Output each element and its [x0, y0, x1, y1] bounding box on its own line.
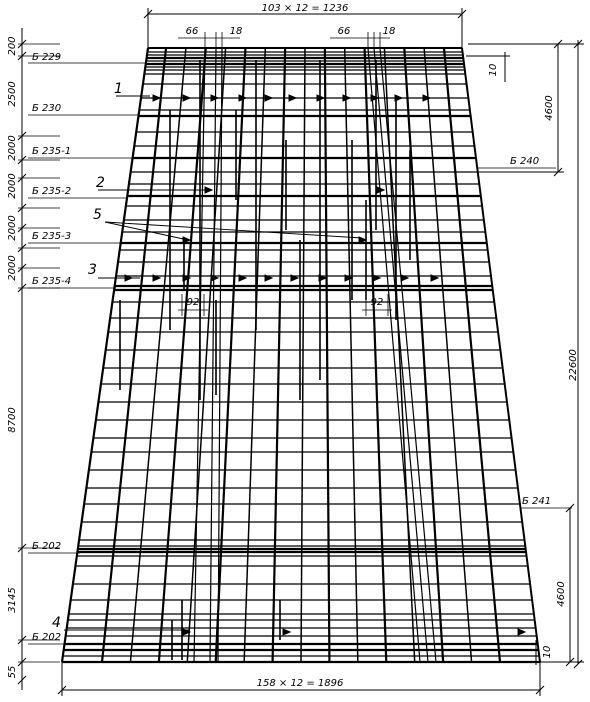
bar-arrowhead: [518, 629, 525, 635]
spacing-66-right: 66: [337, 26, 351, 37]
beam-label-b235-4: Б 235-4: [32, 276, 72, 287]
spacing-18-right: 18: [382, 26, 396, 37]
mesh-bar-longitudinal: [130, 48, 185, 662]
mesh-bar-longitudinal: [301, 48, 305, 662]
short-bars: [120, 60, 410, 660]
mesh-bar-longitudinal: [159, 48, 206, 662]
bar-arrowhead: [183, 95, 190, 101]
beam-label-b202-upper: Б 202: [32, 541, 62, 552]
bar-arrowhead: [395, 95, 402, 101]
beam-label-b235-1: Б 235-1: [32, 146, 72, 157]
beam-label-b230: Б 230: [32, 103, 62, 114]
left-dim-2000-b: 2000: [7, 173, 18, 199]
mesh-bar-longitudinal: [273, 48, 286, 662]
bar-arrowhead: [371, 95, 378, 101]
right-edge: [462, 48, 540, 662]
bar-arrowhead: [265, 95, 272, 101]
left-dimension-labels: [7, 36, 18, 678]
left-dim-3145: 3145: [7, 587, 18, 613]
total-height-22600: 22600: [568, 349, 579, 381]
bar-arrowhead: [289, 95, 296, 101]
callout-3: 3: [88, 262, 97, 278]
callout-1: 1: [114, 81, 123, 97]
top-cover-10: 10: [488, 63, 499, 77]
beam-label-b240: Б 240: [510, 156, 540, 167]
bar-arrowhead: [211, 95, 218, 101]
beam-label-b241: Б 241: [522, 496, 552, 507]
mesh-bar-longitudinal: [444, 48, 500, 662]
beam-label-b235-3: Б 235-3: [32, 231, 72, 242]
mesh-bar-longitudinal: [210, 48, 216, 662]
bottom-width-label: 158 × 12 = 1896: [256, 678, 344, 689]
right-dim-4600-lower: 4600: [556, 581, 567, 607]
left-dim-2500: 2500: [7, 81, 18, 107]
callout-4: 4: [52, 615, 61, 631]
left-dim-2000-a: 2000: [7, 135, 18, 161]
mesh-bar-longitudinal: [424, 48, 471, 662]
callout-2: 2: [96, 175, 105, 191]
beam-label-b235-2: Б 235-2: [32, 186, 72, 197]
spacing-18-left: 18: [229, 26, 243, 37]
left-dim-8700: 8700: [7, 407, 18, 433]
gap-92-right: 92: [370, 297, 384, 308]
left-dim-55: 55: [7, 665, 18, 679]
longitudinal-bars: [102, 48, 500, 662]
bar-arrowhead: [153, 95, 160, 101]
bottom-cover-10: 10: [542, 645, 553, 659]
bar-arrowhead: [423, 95, 430, 101]
mesh-bar-longitudinal: [325, 48, 330, 662]
spacing-66-left: 66: [185, 26, 199, 37]
gap-92-left: 92: [186, 297, 200, 308]
beam-label-b229: Б 229: [32, 52, 62, 63]
right-dimension-chain: [466, 40, 584, 668]
bar-arrowhead: [283, 629, 290, 635]
left-dim-2000-c: 2000: [7, 215, 18, 241]
mesh-bar-longitudinal: [380, 48, 436, 662]
left-dimension-ticks: [18, 40, 60, 684]
right-dim-4600-upper: 4600: [544, 95, 555, 121]
mesh-bar-longitudinal: [244, 48, 265, 662]
callout-5: 5: [93, 207, 102, 223]
left-dim-2000-d: 2000: [7, 255, 18, 281]
beam-label-b202-lower: Б 202: [32, 632, 62, 643]
top-width-label: 103 × 12 = 1236: [261, 3, 349, 14]
left-dim-200: 200: [7, 36, 18, 56]
